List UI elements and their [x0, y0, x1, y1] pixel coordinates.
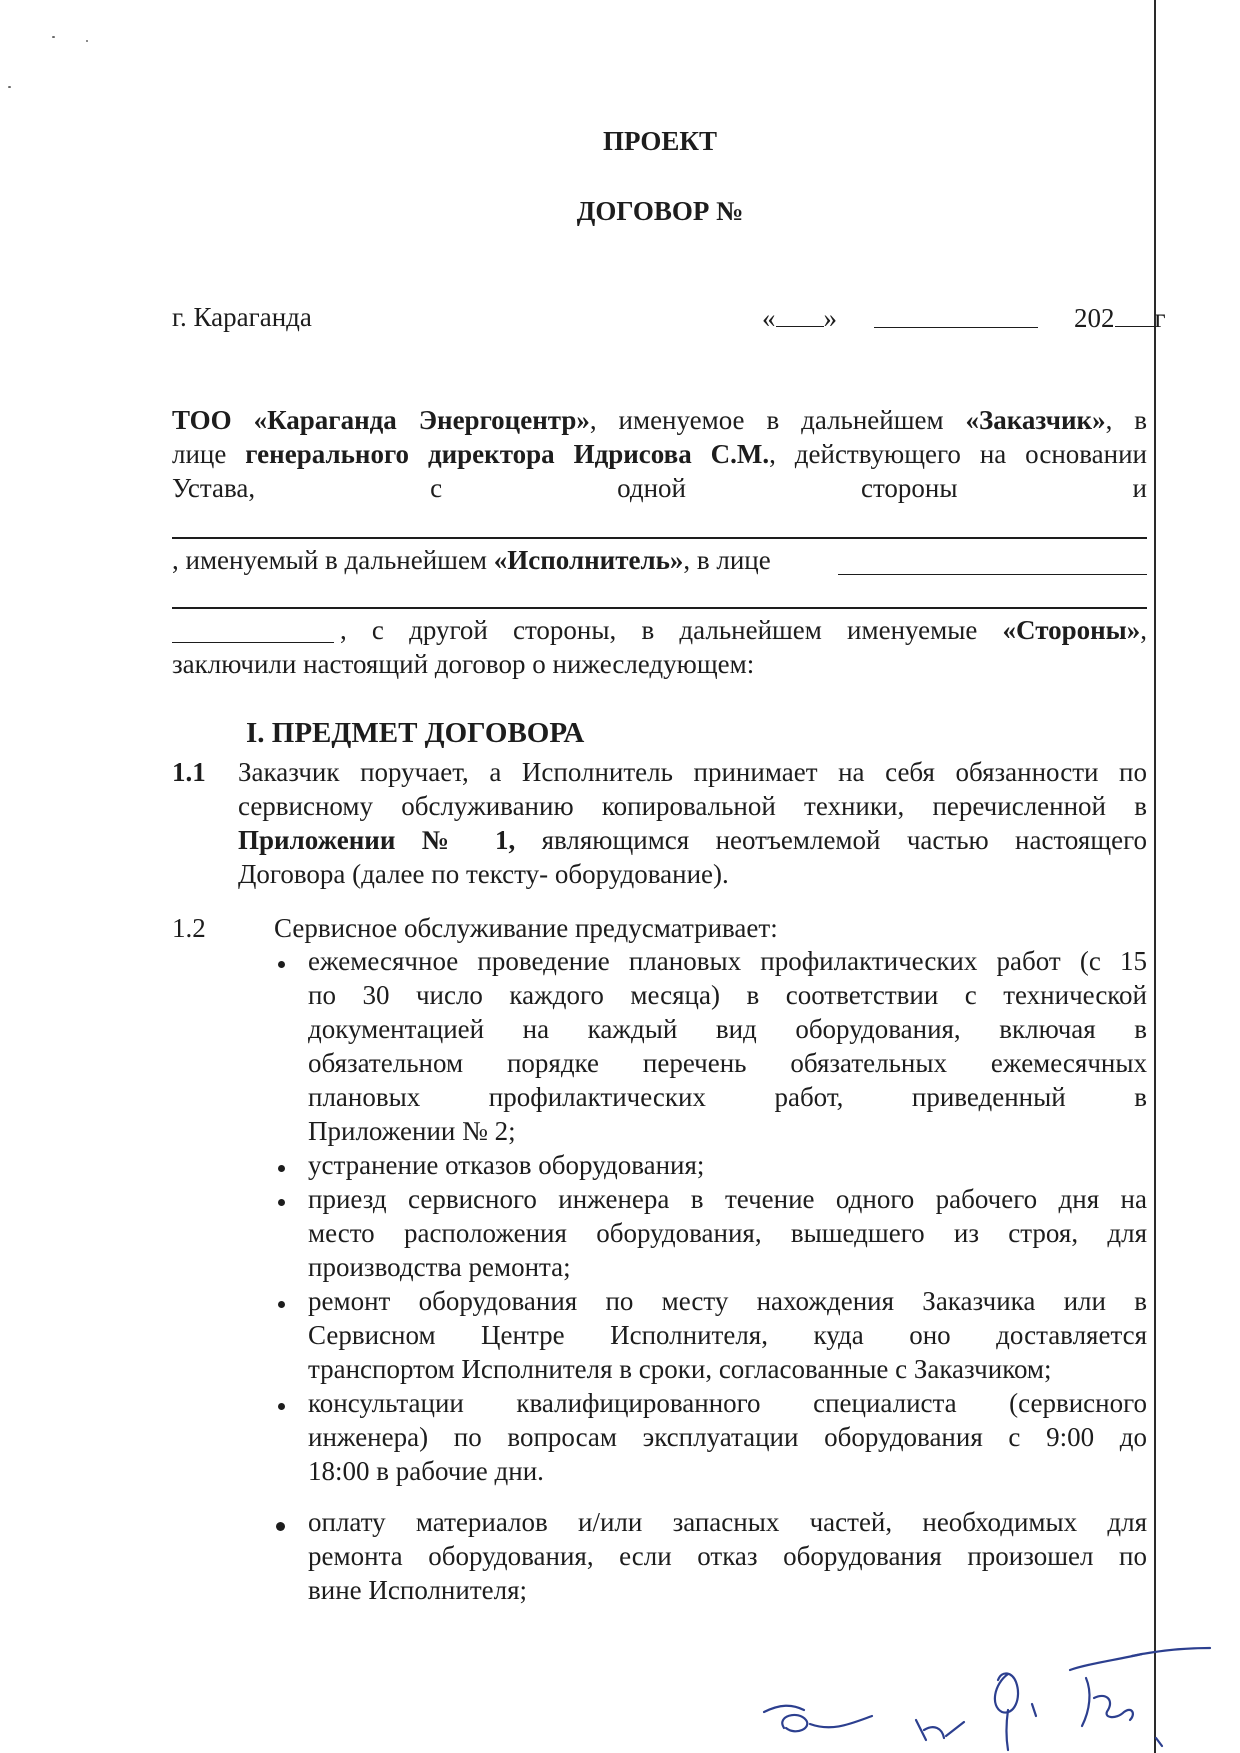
section-title: I. ПРЕДМЕТ ДОГОВОРА	[246, 717, 585, 749]
month-blank	[874, 327, 1038, 328]
representative-blank-2	[172, 607, 1147, 609]
initials-stroke-4	[916, 1720, 964, 1740]
bullet-3-line-2: место расположения оборудования, вышедшего из строя, для	[308, 1218, 1147, 1248]
appendix-1-ref: Приложении № 1,	[238, 825, 516, 855]
initials-stroke-3	[810, 1716, 872, 1727]
initials-stroke-2	[782, 1715, 807, 1731]
bullet-3-line-1: приезд сервисного инженера в течение одного рабочего дня на	[308, 1184, 1147, 1214]
bullet-marker	[276, 1522, 285, 1531]
clause-number-1-1: 1.1	[172, 757, 206, 787]
preamble-line-7	[340, 613, 1147, 647]
year-suffix: г	[1154, 303, 1166, 333]
bullet-2-line-1: устранение отказов оборудования;	[308, 1150, 705, 1180]
bullet-6-line-3: вине Исполнителя;	[308, 1575, 528, 1605]
preamble-line-1	[172, 403, 1147, 437]
clause-1-1-line-1: Заказчик поручает, а Исполнитель принимает на себя обязанности по	[238, 757, 1147, 787]
day-quote-open: «	[762, 303, 776, 333]
preamble-line-2	[172, 437, 1147, 471]
bullet-marker	[278, 1199, 285, 1206]
scan-speck	[52, 36, 55, 38]
company-name: ТОО «Караганда Энергоцентр»	[172, 405, 590, 435]
preamble-text: , в лице	[683, 545, 771, 575]
preamble-text: , именуемое в дальнейшем	[589, 405, 966, 435]
clause-text: являющимся неотъемлемой частью настоящего	[515, 825, 1147, 855]
contractor-name-blank	[172, 537, 1147, 539]
bullet-4-line-3: транспортом Исполнителя в сроки, согласованные с Заказчиком;	[308, 1354, 1052, 1384]
clause-number-1-2: 1.2	[172, 913, 206, 943]
clause-1-1-line-2: сервисному обслуживанию копировальной техники, перечисленной в	[238, 791, 1147, 821]
bullet-1-line-1: ежемесячное проведение плановых профилактических работ (с 15	[308, 946, 1147, 976]
initials-stroke-1	[764, 1706, 804, 1712]
preamble-text: лице	[172, 439, 246, 469]
initials-stroke-12	[1156, 1738, 1162, 1746]
project-label: ПРОЕКТ	[603, 126, 717, 156]
bullet-4-line-1: ремонт оборудования по месту нахождения Заказчика или в	[308, 1286, 1147, 1316]
bullet-marker	[278, 1403, 285, 1410]
contract-title: ДОГОВОР №	[576, 196, 744, 226]
bullet-1-line-3: документацией на каждый вид оборудования, включая в	[308, 1014, 1147, 1044]
director-name: генерального директора Идрисова С.М.	[245, 439, 770, 469]
initials-stroke-9	[1082, 1678, 1089, 1726]
initials-stroke-11	[1132, 1648, 1210, 1656]
bullet-marker	[278, 1301, 285, 1308]
scan-edge-line	[1154, 0, 1156, 1753]
year-field	[1074, 300, 1166, 335]
preamble-line-5	[172, 543, 771, 577]
bullet-1-line-6: Приложении № 2;	[308, 1116, 516, 1146]
contractor-term: «Исполнитель»	[493, 545, 684, 575]
bullet-6-line-1: оплату материалов и/или запасных частей, необходимых для	[308, 1507, 1147, 1537]
clause-1-2-intro: Сервисное обслуживание предусматривает:	[274, 913, 778, 943]
parties-term: «Стороны»	[1002, 615, 1141, 645]
preamble-line-8: заключили настоящий договор о нижеследующем:	[172, 649, 755, 679]
bullet-1-line-4: обязательном порядке перечень обязательных ежемесячных	[308, 1048, 1147, 1078]
preamble-text: , с другой стороны, в дальнейшем именуемые	[340, 615, 1003, 645]
bullet-1-line-5: плановых профилактических работ, приведенный в	[308, 1082, 1147, 1112]
customer-term: «Заказчик»	[965, 405, 1106, 435]
scan-speck	[86, 40, 88, 42]
year-prefix: 202	[1074, 303, 1115, 333]
bullet-5-line-2: инженера) по вопросам эксплуатации оборудования с 9:00 до	[308, 1422, 1147, 1452]
representative-blank	[838, 574, 1147, 575]
basis-blank	[172, 642, 334, 643]
preamble-line-3: Устава, с одной стороны и	[172, 473, 1147, 503]
preamble-text: , в	[1105, 405, 1148, 435]
bullet-6-line-2: ремонта оборудования, если отказ оборудования произошел по	[308, 1541, 1147, 1571]
date-field	[762, 300, 837, 335]
preamble-text: , именуемый в дальнейшем	[172, 545, 494, 575]
scan-speck	[8, 86, 11, 88]
bullet-3-line-3: производства ремонта;	[308, 1252, 571, 1282]
preamble-text: ,	[1140, 615, 1147, 645]
preamble-text: , действующего на основании	[769, 439, 1148, 469]
day-blank	[776, 300, 824, 327]
handwritten-initials	[740, 1620, 1240, 1753]
initials-stroke-10	[1094, 1696, 1133, 1720]
bullet-5-line-1: консультации квалифицированного специалиста (сервисного	[308, 1388, 1147, 1418]
initials-stroke-6	[1007, 1710, 1009, 1750]
initials-stroke-7	[1032, 1704, 1036, 1716]
bullet-4-line-2: Сервисном Центре Исполнителя, куда оно доставляется	[308, 1320, 1147, 1350]
year-blank	[1115, 300, 1155, 327]
bullet-5-line-3: 18:00 в рабочие дни.	[308, 1456, 544, 1486]
bullet-1-line-2: по 30 число каждого месяца) в соответствии с технической	[308, 980, 1147, 1010]
bullet-marker	[278, 961, 285, 968]
clause-1-1-line-4: Договора (далее по тексту- оборудование).	[238, 859, 729, 889]
bullet-marker	[278, 1165, 285, 1172]
initials-stroke-5	[995, 1673, 1018, 1712]
city: г. Караганда	[172, 302, 312, 332]
day-quote-close: »	[823, 303, 837, 333]
clause-1-1-line-3	[238, 823, 1147, 857]
